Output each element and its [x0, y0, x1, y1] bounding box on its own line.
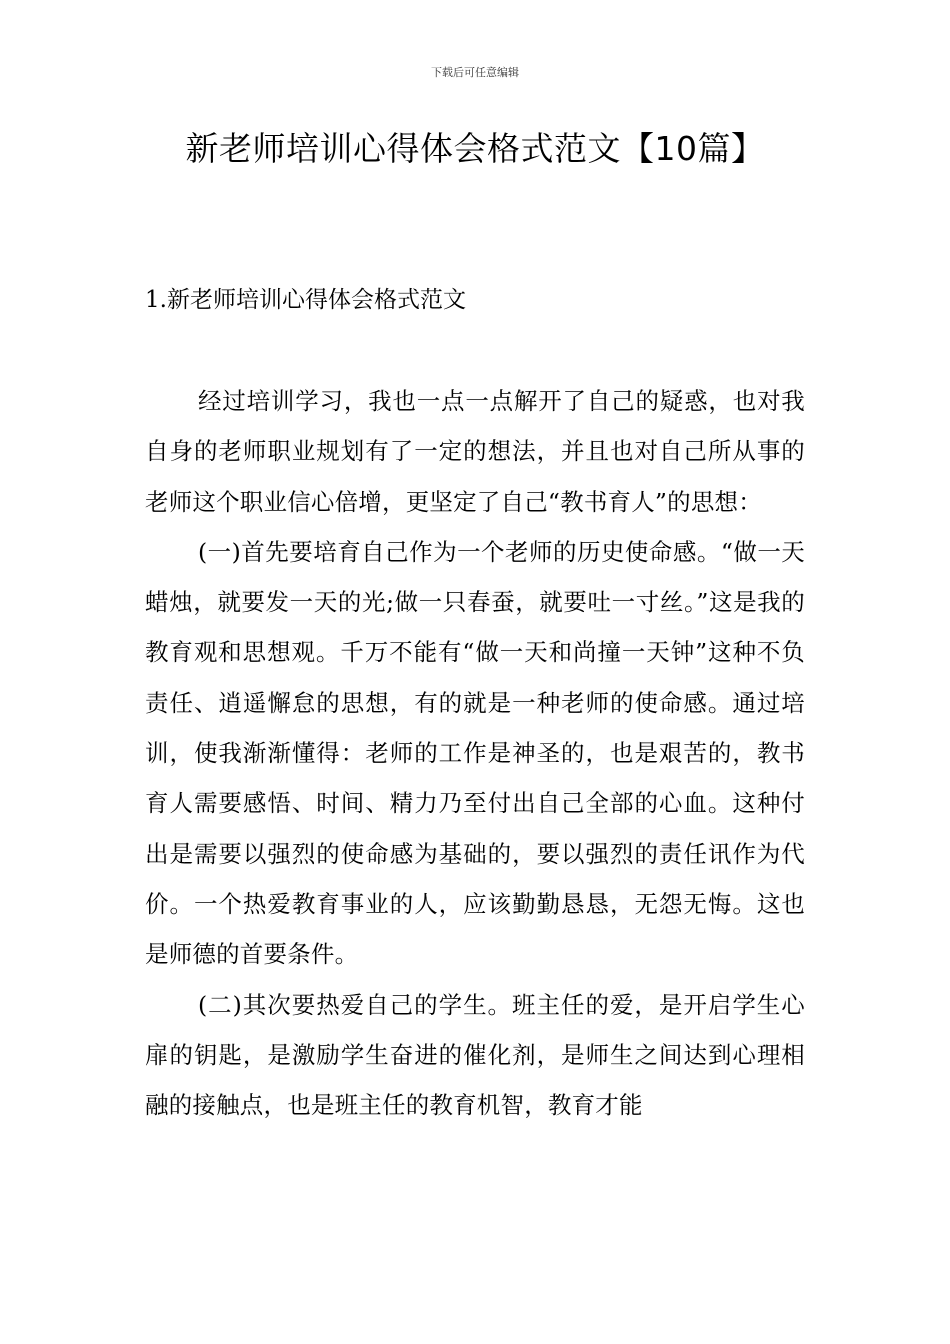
document-title: 新老师培训心得体会格式范文【10篇】	[185, 129, 765, 168]
paragraph-point-two: (二)其次要热爱自己的学生。班主任的爱，是开启学生心扉的钥匙，是激励学生奋进的催化剂，是师生之间达到心理相融的接触点，也是班主任的教育机智，教育才能	[145, 990, 805, 1120]
paragraph-point-one: (一)首先要培育自己作为一个老师的历史使命感。“做一天蜡烛，就要发一天的光;做一只春蚕，就要吐一寸丝。”这是我的教育观和思想观。千万不能有“做一天和尚撞一天钟”这种不负责任、逍遥懈怠的思想，有的就是一种老师的使命感。通过培训，使我渐渐懂得：老师的工作是神圣的，也是艰苦的，教书育人需要感悟、时间、精力乃至付出自己全部的心血。这种付出是需要以强烈的使命感为基础的，要以强烈的责任讯作为代价。一个热爱教育事业的人，应该勤勤恳恳，无怨无悔。这也是师德的首要条件。	[145, 537, 805, 969]
page-header-note: 下载后可任意编辑	[431, 66, 519, 79]
paragraph-intro: 经过培训学习，我也一点一点解开了自己的疑惑，也对我自身的老师职业规划有了一定的想法，并且也对自己所从事的老师这个职业信心倍增，更坚定了自己“教书育人”的思想：	[145, 387, 805, 516]
document-body	[145, 376, 805, 1130]
section-heading: 1.新老师培训心得体会格式范文	[145, 287, 466, 313]
